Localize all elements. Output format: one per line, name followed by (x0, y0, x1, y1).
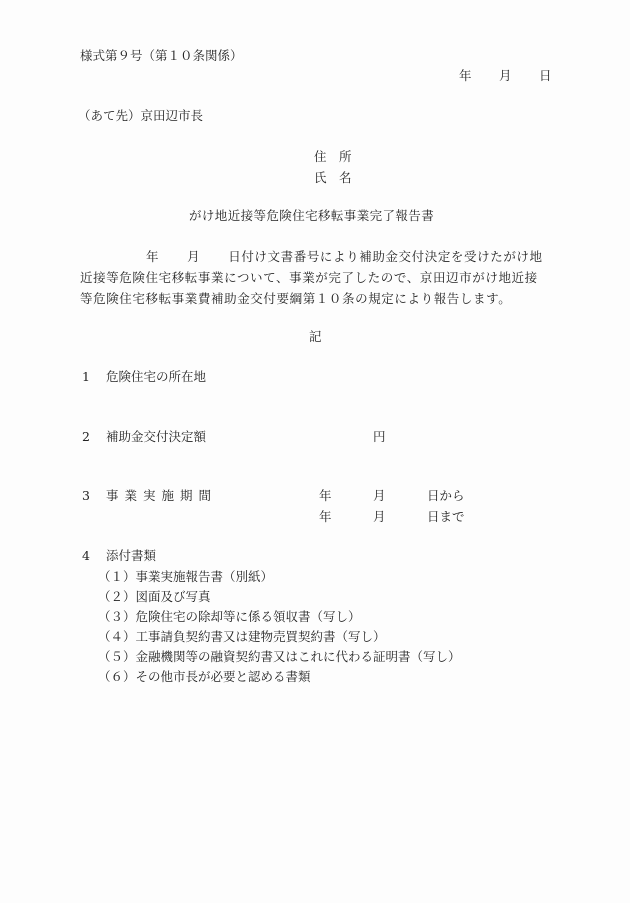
item-4-number: 4 (82, 548, 90, 563)
period-start-day: 日から (427, 488, 465, 503)
date-month: 月 (499, 68, 512, 83)
attachment-item: （６）その他市長が必要と認める書類 (98, 669, 311, 684)
period-start-year: 年 (319, 488, 332, 503)
item-1-number: 1 (82, 369, 90, 384)
attachment-item: （２）図面及び写真 (98, 589, 211, 604)
body-month: 月 (187, 249, 201, 264)
period-end-month: 月 (373, 509, 386, 524)
body-line-3: 等危険住宅移転事業費補助金交付要綱第１０条の規定により報告します。 (80, 291, 512, 306)
attachment-item: （１）事業実施報告書（別紙） (98, 569, 274, 584)
date-year: 年 (459, 68, 472, 83)
period-end-day: 日まで (427, 509, 465, 524)
ki-heading: 記 (309, 329, 322, 344)
item-2-number: 2 (82, 429, 90, 444)
item-2-label: 補助金交付決定額 (106, 429, 207, 444)
date-day: 日 (539, 68, 552, 83)
body-line-2: 近接等危険住宅移転事業について、事業が完了したので、京田辺市がけ地近接 (80, 270, 538, 285)
period-start-month: 月 (373, 488, 386, 503)
item-3-number: 3 (82, 488, 90, 503)
attachment-item: （４）工事請負契約書又は建物売買契約書（写し） (98, 629, 386, 644)
addressee: （あて先）京田辺市長 (78, 108, 204, 123)
document-title: がけ地近接等危険住宅移転事業完了報告書 (189, 208, 435, 223)
attachment-item: （３）危険住宅の除却等に係る領収書（写し） (98, 609, 361, 624)
form-number: 様式第９号（第１０条関係） (80, 48, 243, 63)
body-line-1-text: 日付け文書番号により補助金交付決定を受けたがけ地 (228, 249, 543, 264)
item-3-label: 事業実施期間 (106, 488, 218, 503)
period-end-year: 年 (319, 509, 332, 524)
item-2-unit: 円 (373, 429, 386, 444)
address-label: 住 所 (314, 149, 352, 164)
body-paragraph (80, 246, 550, 309)
item-4-label: 添付書類 (106, 548, 157, 563)
attachment-item: （５）金融機関等の融資契約書又はこれに代わる証明書（写し） (98, 649, 461, 664)
body-year: 年 (146, 249, 160, 264)
name-label: 氏 名 (314, 170, 352, 185)
item-1-label: 危険住宅の所在地 (106, 369, 207, 384)
body-line-1 (80, 246, 550, 267)
